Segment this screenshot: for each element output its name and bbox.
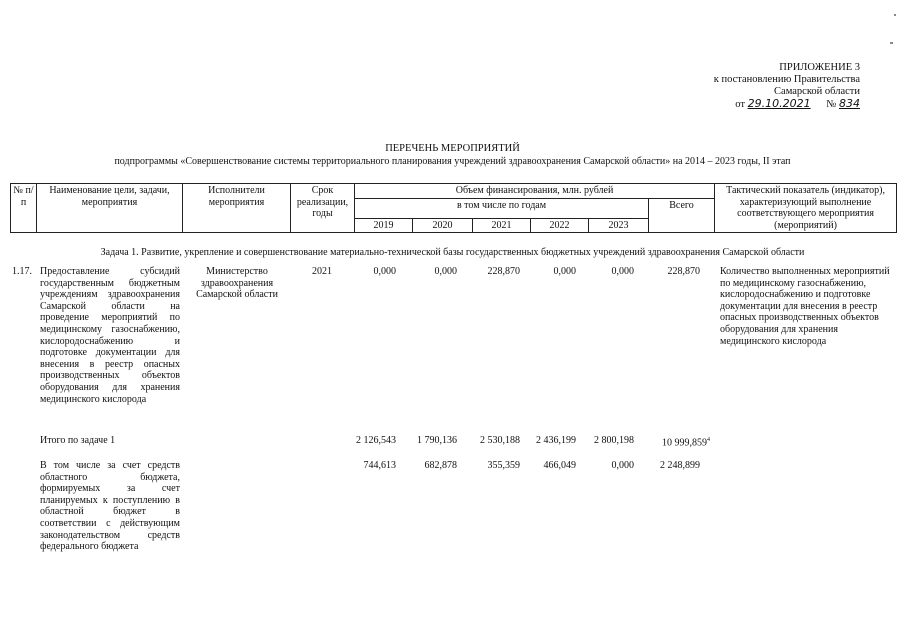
number-prefix: №: [826, 99, 837, 110]
regional-value-2021: 355,359: [487, 460, 520, 471]
resolution-date: 29.10.2021: [747, 97, 811, 110]
header-by-years: в том числе по годам: [355, 198, 649, 218]
regional-total: 2 248,899: [660, 460, 700, 471]
header-exec: Исполнители мероприятия: [183, 184, 291, 233]
total-value-2020: 1 790,136: [417, 435, 457, 446]
row-total: 228,870: [667, 266, 700, 277]
header-total: Всего: [649, 198, 715, 233]
header-year: 2019: [355, 218, 413, 233]
row-value-2020: 0,000: [434, 266, 457, 277]
header-table: [10, 183, 897, 233]
scan-speck: [890, 42, 893, 44]
annex-date-line: [660, 98, 860, 111]
header-finance: Объем финансирования, млн. рублей: [355, 184, 715, 199]
row-value-2022: 0,000: [553, 266, 576, 277]
annex-block: [660, 62, 860, 111]
total-value-2022: 2 436,199: [536, 435, 576, 446]
header-num: № п/п: [11, 184, 37, 233]
regional-value-2023: 0,000: [611, 460, 634, 471]
annex-line2: к постановлению Правительства: [713, 74, 860, 85]
regional-value-2020: 682,878: [424, 460, 457, 471]
annex-title: ПРИЛОЖЕНИЕ 3: [779, 62, 860, 73]
date-prefix: от: [735, 99, 745, 110]
header-year: 2021: [473, 218, 531, 233]
row-term: 2021: [312, 266, 332, 277]
total-sum: [640, 435, 710, 449]
regional-label: В том числе за счет средств областного бюджета, формируемых за счет планируемых к поступлению в областной бюджет в соответствии с действующим законодательством средств федерального бюджета: [40, 460, 180, 553]
row-indicator: Количество выполненных мероприятий по медицинскому газоснабжению, кислородоснабжению и подготовке документации для внесения в реестр опасных производственных объектов оборудования для хранения медицинского кислорода: [720, 266, 890, 347]
total-label: Итого по задаче 1: [40, 435, 116, 446]
row-value-2023: 0,000: [611, 266, 634, 277]
regional-value-2022: 466,049: [543, 460, 576, 471]
annex-line3: Самарской области: [774, 86, 860, 97]
regional-value-2019: 744,613: [363, 460, 396, 471]
document-title: ПЕРЕЧЕНЬ МЕРОПРИЯТИЙ: [385, 143, 520, 154]
header-term: Срок реализации, годы: [291, 184, 355, 233]
total-sum-value: 10 999,859: [662, 437, 707, 449]
document-subtitle: подпрограммы «Совершенствование системы территориального планирования учреждений здравоохранения Самарской области» на 2014 – 2023 годы, II этап: [114, 156, 791, 167]
header-name: Наименование цели, задачи, мероприятия: [37, 184, 183, 233]
total-value-2021: 2 530,188: [480, 435, 520, 446]
row-name: Предоставление субсидий государственным бюджетным учреждениям здравоохранения Самарской области на проведение мероприятий по медицинскому газоснабжению, кислородоснабжению и подготовке документации для внесения в реестр опасных производственных объектов оборудования для хранения медицинского кислорода: [40, 266, 180, 405]
header-year: 2023: [589, 218, 649, 233]
row-num: 1.17.: [12, 266, 32, 277]
row-exec: Министерство здравоохранения Самарской области: [196, 266, 278, 301]
scan-speck: [894, 14, 896, 16]
resolution-number: 834: [839, 97, 860, 110]
header-year: 2022: [531, 218, 589, 233]
task-heading: Задача 1. Развитие, укрепление и совершенствование материально-технической базы государственных бюджетных учреждений здравоохранения Самарской области: [100, 247, 805, 258]
total-value-2023: 2 800,198: [594, 435, 634, 446]
total-value-2019: 2 126,543: [356, 435, 396, 446]
row-value-2021: 228,870: [487, 266, 520, 277]
footnote-mark: 4: [707, 437, 710, 443]
header-year: 2020: [413, 218, 473, 233]
row-value-2019: 0,000: [373, 266, 396, 277]
header-indicator: Тактический показатель (индикатор), характеризующий выполнение соответствующего мероприятия (мероприятий): [715, 184, 897, 233]
